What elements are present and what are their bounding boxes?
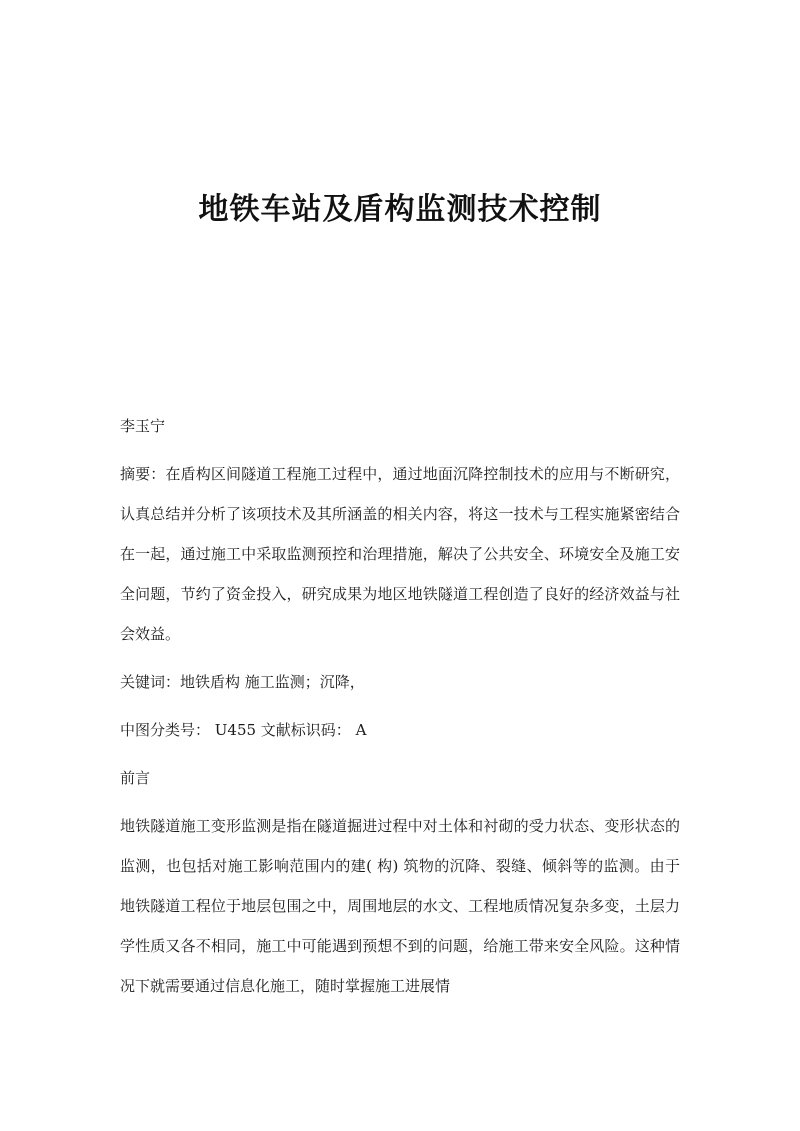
document-body [120, 406, 680, 1014]
author-name: 李玉宁 [120, 417, 166, 435]
keywords-line: 关键词：地铁盾构 施工监测；沉降， [120, 673, 365, 691]
abstract-paragraph: 摘要：在盾构区间隧道工程施工过程中，通过地面沉降控制技术的应用与不断研究，认真总结并分析了该项技术及其所涵盖的相关内容，将这一技术与工程实施紧密结合在一起，通过施工中采取监测预控和治理措施，解决了公共安全、环境安全及施工安全问题，节约了资金投入，研究成果为地区地铁隧道工程创造了良好的经济效益与社会效益。 [120, 465, 680, 643]
section-heading: 前言 [120, 769, 151, 787]
document-title: 地铁车站及盾构监测技术控制 [198, 192, 602, 227]
body-paragraph: 地铁隧道施工变形监测是指在隧道掘进过程中对土体和衬砌的受力状态、变形状态的监测，也包括对施工影响范围内的建( 构) 筑物的沉降、裂缝、倾斜等的监测。由于地铁隧道工程位于地层包围之中，周围地层的水文、工程地质情况复杂多变，土层力学性质又各不相同，施工中可能遇到预想不到的问题，给施工带来安全风险。这种情况下就需要通过信息化施工，随时掌握施工进展情 [120, 817, 680, 995]
classification-line: 中图分类号： U455 文献标识码： A [120, 721, 367, 739]
